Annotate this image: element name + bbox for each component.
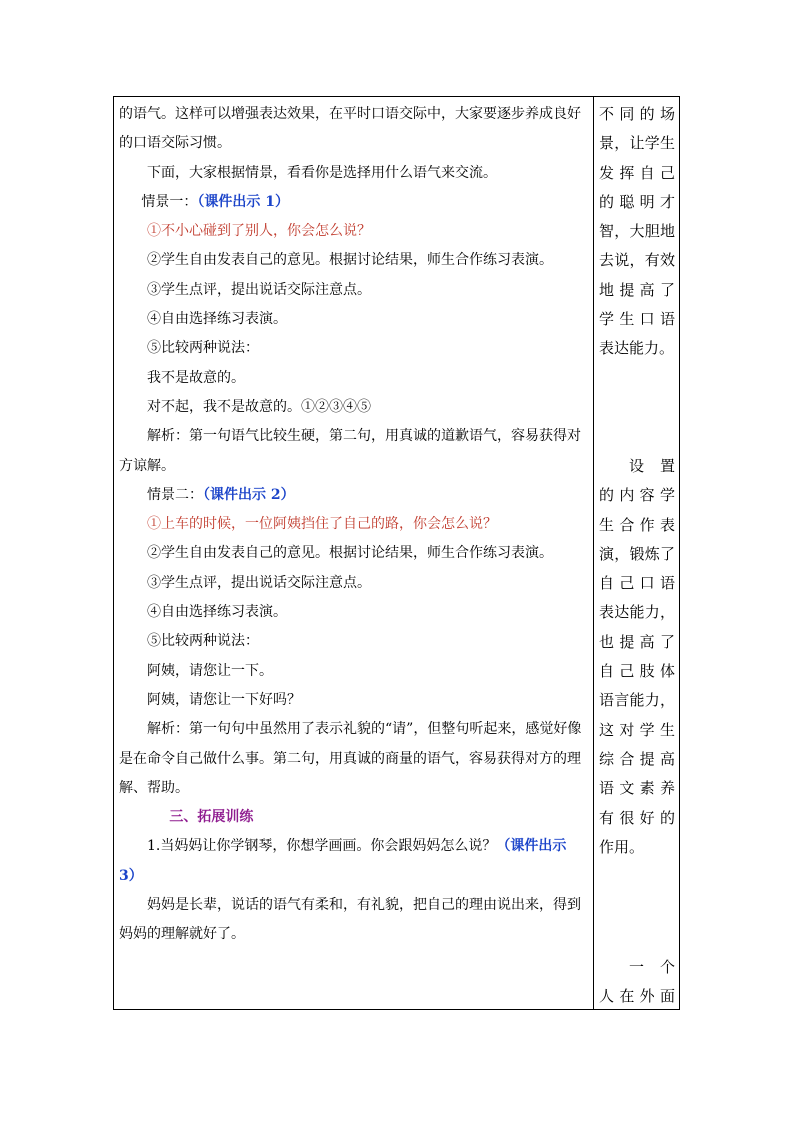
scene-heading xyxy=(119,481,587,510)
scene-heading xyxy=(119,188,587,217)
scene-label: 情景二： xyxy=(147,486,203,503)
paragraph: 对不起，我不是故意的。①②③④⑤ xyxy=(147,398,371,415)
note-line: 设 置 xyxy=(629,457,675,475)
scene-question: ①不小心碰到了别人，你会怎么说？ xyxy=(147,223,371,240)
paragraph: ⑤比较两种说法： xyxy=(147,633,259,650)
note-line: 不同的场 xyxy=(599,105,675,123)
note-line: 有很好的 xyxy=(599,808,675,827)
paragraph: ⑤比较两种说法： xyxy=(147,340,259,357)
exercise xyxy=(119,832,587,891)
courseware-note: （课件出示 3） xyxy=(119,838,567,884)
design-note-2 xyxy=(599,452,675,862)
paragraph: ②学生自由发表自己的意见。根据讨论结果，师生合作练习表演。 xyxy=(147,545,553,562)
note-line: 一 个 xyxy=(629,958,675,976)
note-line: 自己口语 xyxy=(599,574,675,593)
note-line: 表达能力， xyxy=(599,603,675,622)
note-line: 也提高了 xyxy=(599,632,675,651)
note-line: 人在外面 xyxy=(599,987,675,1006)
paragraph: 下面，大家根据情景，看看你是选择用什么语气来交流。 xyxy=(147,164,497,181)
exercise-text: 1.当妈妈让你学钢琴，你想学画画。你会跟妈妈怎么说？ xyxy=(147,838,497,855)
note-line: 去说，有效 xyxy=(599,251,675,270)
note-line: 地提高了 xyxy=(599,280,675,299)
note-line: 综合提高 xyxy=(599,749,675,768)
paragraph: 我不是故意的。 xyxy=(147,369,245,386)
note-line: 学生口语 xyxy=(599,310,675,329)
note-line: 的聪明才 xyxy=(599,192,675,211)
paragraph: ④自由选择练习表演。 xyxy=(147,604,287,621)
exercise-answer: 妈妈是长辈，说话的语气有柔和，有礼貌，把自己的理由说出来，得到妈妈的理解就好了。 xyxy=(119,897,581,943)
paragraph: 阿姨，请您让一下。 xyxy=(147,662,273,679)
lesson-content xyxy=(119,100,587,950)
note-line: 语言能力， xyxy=(599,691,675,710)
paragraph: ③学生点评，提出说话交际注意点。 xyxy=(147,281,371,298)
note-line: 自己肢体 xyxy=(599,662,675,681)
note-line: 发挥自己 xyxy=(599,163,675,182)
analysis: 解析：第一句句中虽然用了表示礼貌的“请”，但整句听起来，感觉好像是在命令自己做什么事。第二句，用真诚的商量的语气，容易获得对方的理解、帮助。 xyxy=(119,721,582,796)
note-line: 的内容学 xyxy=(599,486,675,505)
scene-question: ①上车的时候，一位阿姨挡住了自己的路，你会怎么说？ xyxy=(147,516,497,533)
note-line: 景，让学生 xyxy=(599,134,675,153)
courseware-note: （课件出示 1） xyxy=(197,193,290,210)
design-note-1 xyxy=(599,100,675,364)
section-heading: 三、拓展训练 xyxy=(169,809,254,826)
paragraph: ③学生点评，提出说话交际注意点。 xyxy=(147,574,371,591)
analysis: 解析：第一句语气比较生硬，第二句，用真诚的道歉语气，容易获得对方谅解。 xyxy=(119,428,581,474)
paragraph: ④自由选择练习表演。 xyxy=(147,311,287,328)
paragraph: 阿姨，请您让一下好吗？ xyxy=(147,691,301,708)
note-line: 表达能力。 xyxy=(599,339,675,358)
note-line: 语文素养 xyxy=(599,779,675,798)
paragraph: 的语气。这样可以增强表达效果，在平时口语交际中，大家要逐步养成良好的口语交际习惯。 xyxy=(119,106,581,152)
paragraph: ②学生自由发表自己的意见。根据讨论结果，师生合作练习表演。 xyxy=(147,252,553,269)
design-note-3 xyxy=(599,953,675,1012)
note-line: 生合作表 xyxy=(599,515,675,534)
courseware-note: （课件出示 2） xyxy=(203,486,295,503)
note-line: 作用。 xyxy=(599,837,645,856)
note-line: 智，大胆地 xyxy=(599,222,675,241)
note-line: 演，锻炼了 xyxy=(599,544,675,563)
column-divider xyxy=(593,96,594,1010)
scene-label: 情景一： xyxy=(141,193,198,210)
note-line: 这对学生 xyxy=(599,720,675,739)
